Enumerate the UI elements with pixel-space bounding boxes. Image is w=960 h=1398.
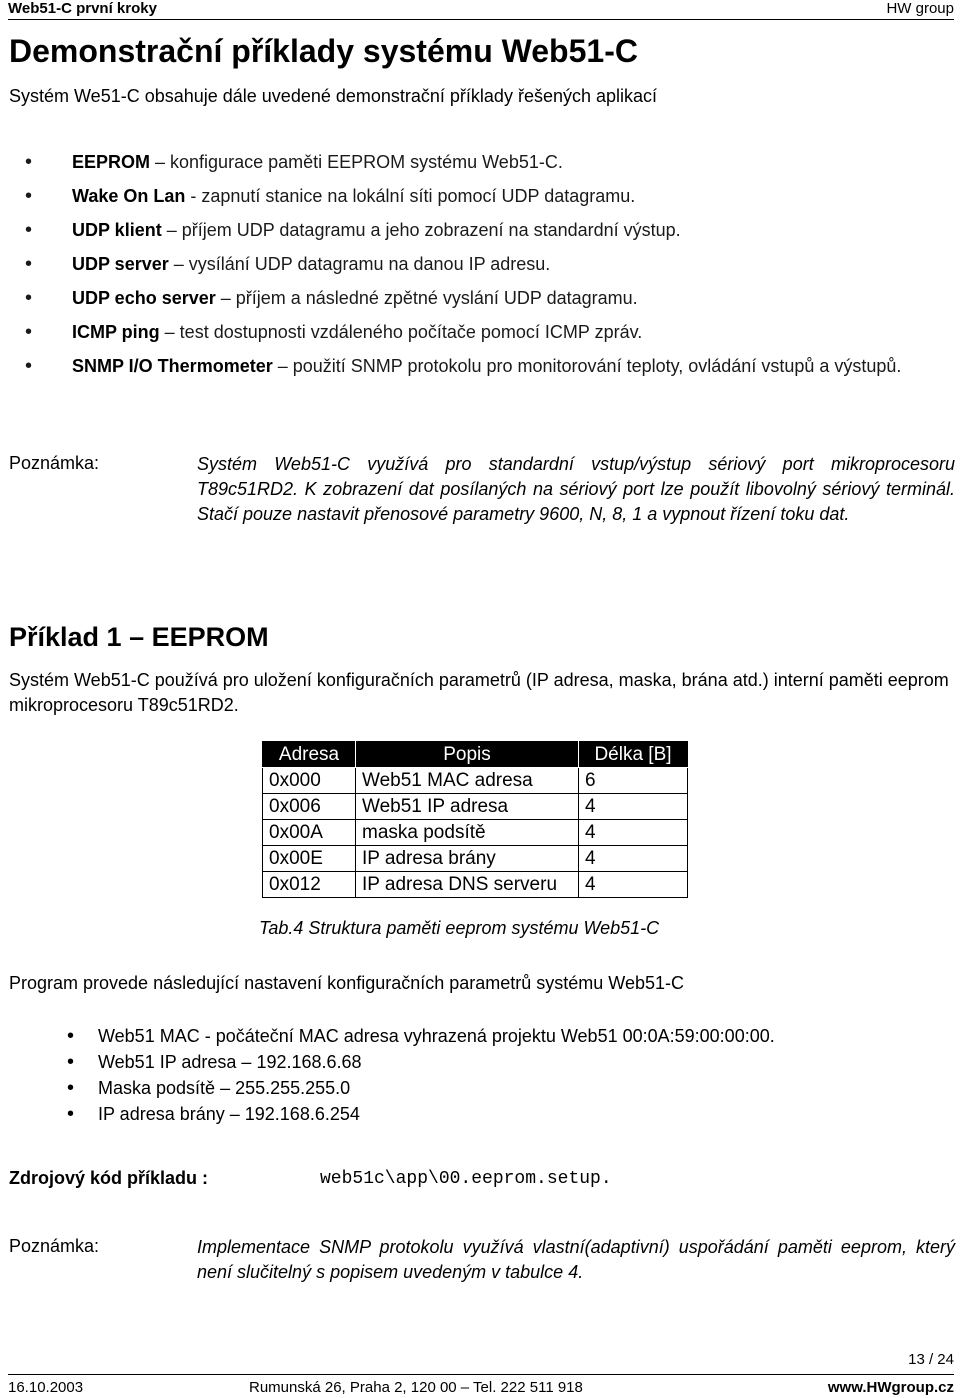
intro-text: Systém We51-C obsahuje dále uvedené demonstrační příklady řešených aplikací — [9, 86, 658, 106]
list-item — [9, 218, 953, 242]
table-cell: 0x012 — [263, 872, 356, 898]
footer-rule — [8, 1374, 954, 1375]
demo-desc: – konfigurace paměti EEPROM systému Web51-C. — [150, 152, 563, 172]
table-cell: 0x000 — [263, 768, 356, 794]
table-cell: maska podsítě — [356, 820, 579, 846]
table-cell: 0x00E — [263, 846, 356, 872]
table-row — [263, 872, 688, 898]
table-cell: Web51 MAC adresa — [356, 768, 579, 794]
table-row — [263, 768, 688, 794]
page-header — [0, 0, 960, 22]
demo-name: SNMP I/O Thermometer — [72, 356, 273, 376]
demo-name: UDP echo server — [72, 288, 216, 308]
demo-name: ICMP ping — [72, 322, 160, 342]
table-cell: 0x006 — [263, 794, 356, 820]
demo-name: EEPROM — [72, 152, 151, 172]
source-path: web51c\app\00.eeprom.setup. — [320, 1169, 612, 1189]
settings-list — [9, 1023, 775, 1127]
demo-list — [9, 150, 953, 389]
eeprom-table — [262, 741, 688, 898]
demo-name: Wake On Lan — [72, 186, 186, 206]
table-cell: 4 — [579, 846, 688, 872]
page-number: 13 / 24 — [908, 1351, 954, 1368]
table-cell: 4 — [579, 820, 688, 846]
list-item — [9, 252, 953, 276]
settings-intro: Program provede následující nastavení konfiguračních parametrů systému Web51-C — [9, 973, 685, 993]
header-doc-title: Web51-C první kroky — [8, 0, 157, 17]
example-intro: Systém Web51-C používá pro uložení konfiguračních parametrů (IP adresa, maska, brána atd.) interní paměti eeprom mikroprocesoru T89c51RD2. — [9, 670, 949, 715]
list-item — [9, 184, 953, 208]
table-header-row — [263, 742, 688, 768]
list-item — [9, 286, 953, 310]
footer-website: www.HWgroup.cz — [827, 1379, 954, 1396]
note-text: Systém Web51-C využívá pro standardní vstup/výstup sériový port mikroprocesoru T89c51RD2. K zobrazení dat posílaných na sériový port lze použít libovolný sériový terminál. Stačí pouze nastavit přenosové parametry 9600, N, 8, 1 a vypnout řízení toku dat. — [197, 454, 955, 524]
table-row — [263, 794, 688, 820]
list-item — [9, 320, 953, 344]
demo-desc: – použití SNMP protokolu pro monitorování teploty, ovládání vstupů a výstupů. — [272, 356, 902, 376]
table-cell: IP adresa brány — [356, 846, 579, 872]
section-title: Příklad 1 – EEPROM — [9, 622, 269, 652]
demo-desc: – příjem a následné zpětné vyslání UDP datagramu. — [215, 288, 638, 308]
table-cell: 4 — [579, 872, 688, 898]
list-item: • Web51 MAC - počáteční MAC adresa vyhrazená projektu Web51 00:0A:59:00:00:00. — [9, 1023, 775, 1049]
footer-address: Rumunská 26, Praha 2, 120 00 – Tel. 222 511 918 — [249, 1379, 583, 1396]
header-company: HW group — [886, 0, 954, 17]
note-label: Poznámka: — [9, 453, 100, 473]
footer-date: 16.10.2003 — [8, 1379, 84, 1396]
demo-name: UDP klient — [72, 220, 162, 240]
demo-desc: - zapnutí stanice na lokální síti pomocí UDP datagramu. — [185, 186, 636, 206]
table-cell: 0x00A — [263, 820, 356, 846]
table-cell: Web51 IP adresa — [356, 794, 579, 820]
column-header: Popis — [356, 742, 579, 768]
table-cell: 4 — [579, 794, 688, 820]
demo-name: UDP server — [72, 254, 169, 274]
demo-desc: – příjem UDP datagramu a jeho zobrazení na standardní výstup. — [161, 220, 681, 240]
table-cell: IP adresa DNS serveru — [356, 872, 579, 898]
column-header: Adresa — [263, 742, 356, 768]
note-text: Implementace SNMP protokolu využívá vlastní(adaptivní) uspořádání paměti eeprom, který není slučitelný s popisem uvedeným v tabulce 4. — [197, 1237, 955, 1282]
table-row — [263, 846, 688, 872]
note-label: Poznámka: — [9, 1236, 100, 1256]
demo-desc: – test dostupnosti vzdáleného počítače pomocí ICMP zpráv. — [159, 322, 643, 342]
column-header: Délka [B] — [579, 742, 688, 768]
table-caption: Tab.4 Struktura paměti eeprom systému Web51-C — [259, 918, 660, 938]
page-footer — [0, 1374, 960, 1398]
list-item: • Web51 IP adresa – 192.168.6.68 — [9, 1049, 775, 1075]
list-item — [9, 150, 953, 174]
list-item — [9, 354, 953, 379]
source-label: Zdrojový kód příkladu : — [9, 1168, 209, 1188]
header-rule — [8, 19, 954, 20]
demo-desc: – vysílání UDP datagramu na danou IP adresu. — [168, 254, 551, 274]
page-title: Demonstrační příklady systému Web51-C — [9, 33, 638, 69]
table-row — [263, 820, 688, 846]
list-item: • IP adresa brány – 192.168.6.254 — [9, 1101, 775, 1127]
table-cell: 6 — [579, 768, 688, 794]
list-item: • Maska podsítě – 255.255.255.0 — [9, 1075, 775, 1101]
